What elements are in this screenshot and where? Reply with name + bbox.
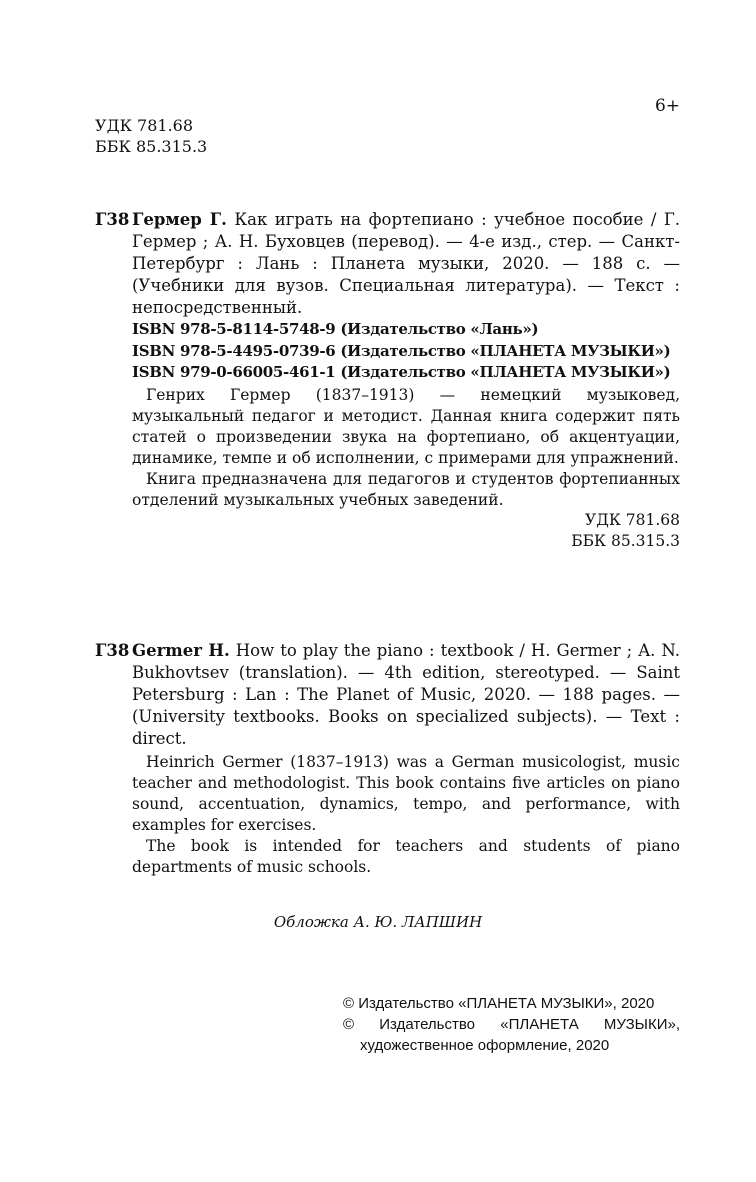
- annotation-paragraph: Книга предназначена для педагогов и студентов фортепианных отделений музыкальных учебных заведений.: [132, 470, 680, 509]
- age-rating: 6+: [654, 96, 680, 116]
- isbn-line: ISBN 979-0-66005-461-1 (Издательство «ПЛАНЕТА МУЗЫКИ»): [132, 363, 671, 381]
- author-name: Гермер Г.: [132, 210, 227, 229]
- annotation-paragraph: Heinrich Germer (1837–1913) was a German musicologist, music teacher and methodologist. This book contains five articles on piano sound, accentuation, dynamics, tempo, and performance, with examples for exercises.: [132, 753, 680, 834]
- isbn-line: ISBN 978-5-4495-0739-6 (Издательство «ПЛАНЕТА МУЗЫКИ»): [132, 341, 671, 360]
- classification-top: [95, 115, 207, 157]
- udk-code: УДК 781.68: [95, 116, 194, 135]
- copyright-line: © Издательство «ПЛАНЕТА МУЗЫКИ»,: [343, 1016, 680, 1033]
- udk-code: УДК 781.68: [585, 511, 680, 529]
- annotation-paragraph: The book is intended for teachers and students of piano departments of music schools.: [132, 837, 680, 876]
- author-mark: Г38: [95, 210, 130, 229]
- author-name: Germer H.: [132, 641, 230, 660]
- author-mark: Г38: [95, 641, 130, 660]
- english-bibliographic-entry: [95, 640, 680, 750]
- annotation-paragraph: Генрих Гермер (1837–1913) — немецкий музыковед, музыкальный педагог и методист. Данная книга содержит пять статей о произведении звука на фортепиано, об акцентуации, динамике, темпе и об исполнении, с примерами для упражнений.: [132, 386, 680, 467]
- entry-description: How to play the piano : textbook / H. Germer ; A. N. Bukhovtsev (translation). — 4th edition, stereotyped. — Saint Petersburg : Lan : The Planet of Music, 2020. — 188 pages. — (University textbooks. Books on specialized subjects). — Text : direct.: [132, 641, 680, 748]
- isbn-list: [132, 319, 670, 384]
- classification-right: [571, 510, 680, 552]
- bbk-code: ББК 85.315.3: [571, 532, 680, 550]
- english-entry-body: [132, 640, 680, 750]
- copyright-line: © Издательство «ПЛАНЕТА МУЗЫКИ», 2020: [343, 995, 655, 1012]
- russian-entry-body: [132, 209, 680, 319]
- entry-description: Как играть на фортепиано : учебное пособие / Г. Гермер ; А. Н. Буховцев (перевод). — 4-е изд., стер. — Санкт-Петербург : Лань : Планета музыки, 2020. — 188 с. — (Учебники для вузов. Специальная литература). — Текст : непосредственный.: [132, 210, 680, 317]
- copyright-block: [343, 993, 680, 1056]
- russian-annotation: [132, 385, 680, 511]
- english-annotation: [132, 752, 680, 878]
- cover-credit: Обложка А. Ю. ЛАПШИН: [273, 913, 483, 931]
- copyright-line: художественное оформление, 2020: [360, 1037, 610, 1054]
- bbk-code: ББК 85.315.3: [95, 137, 208, 156]
- isbn-line: ISBN 978-5-8114-5748-9 (Издательство «Лань»): [132, 320, 539, 338]
- russian-bibliographic-entry: [95, 209, 680, 319]
